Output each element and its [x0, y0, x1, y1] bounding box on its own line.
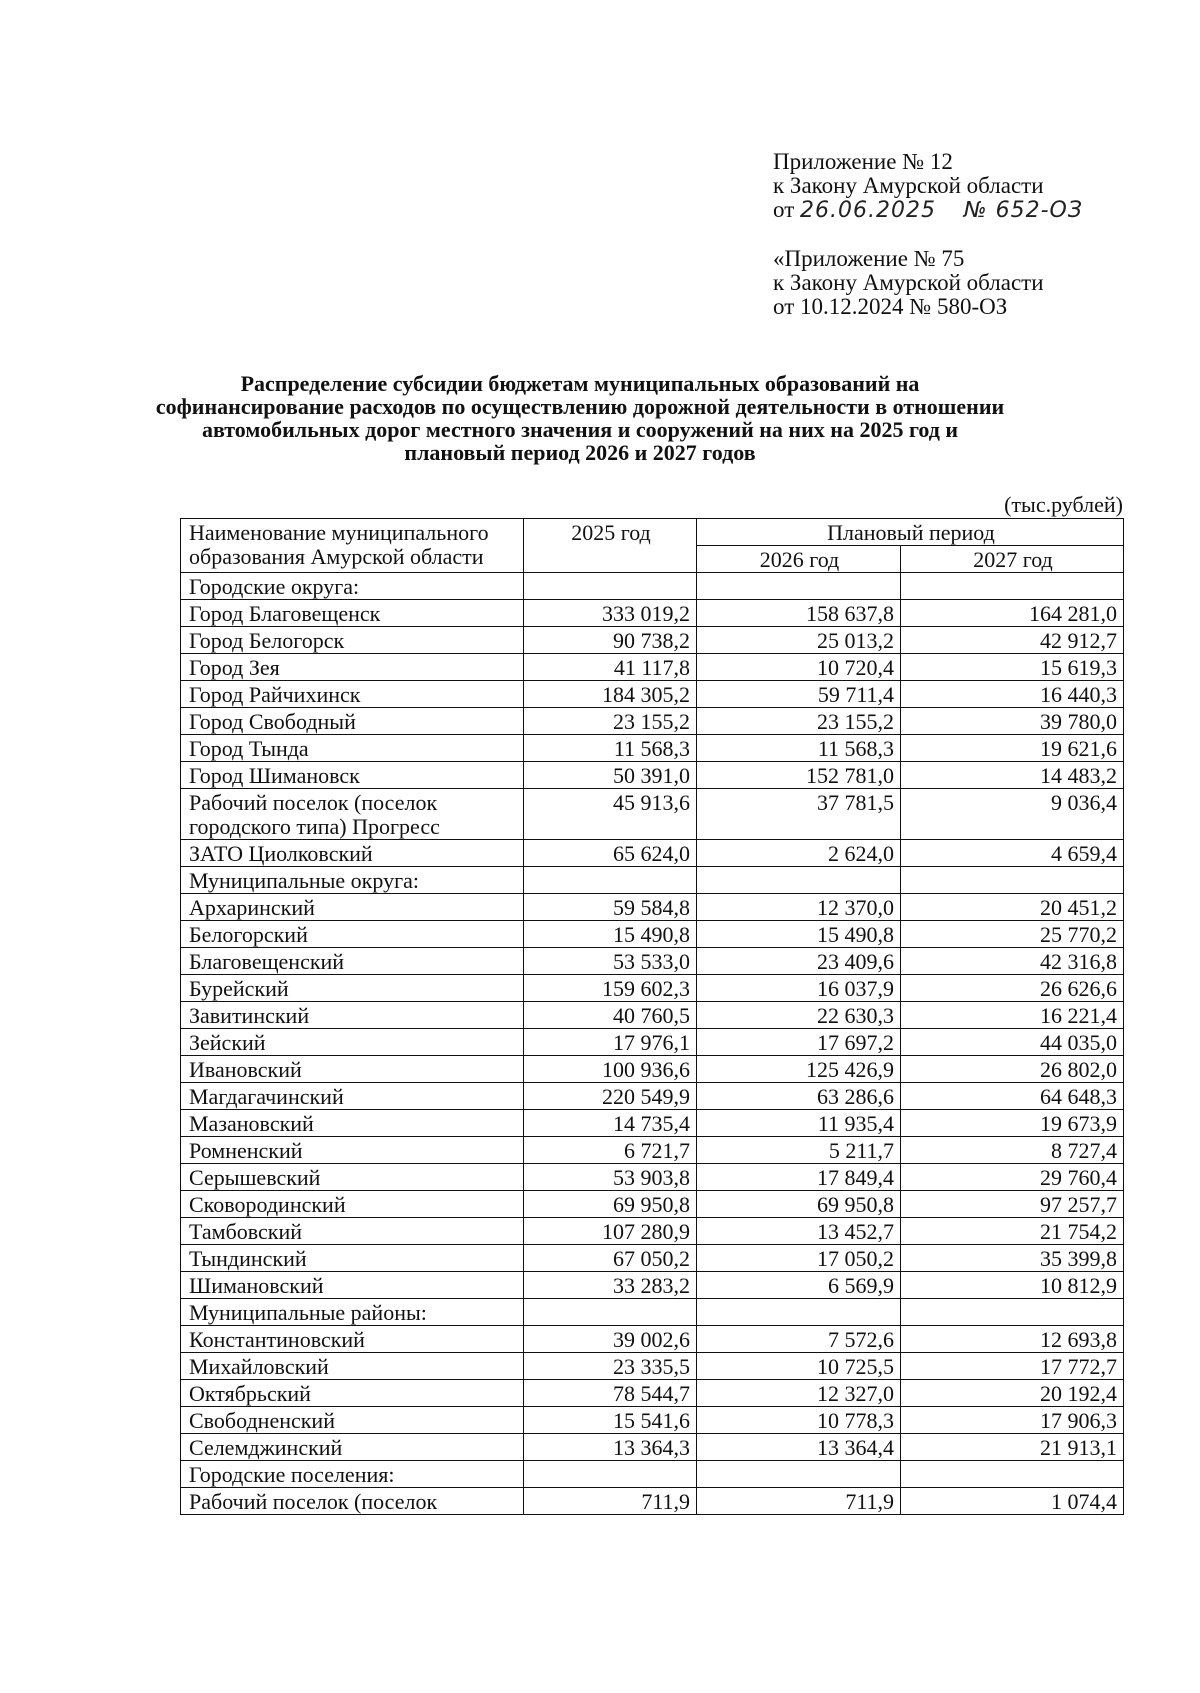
- value-2027: 4 659,4: [901, 840, 1124, 867]
- value-2026: 17 849,4: [697, 1164, 901, 1191]
- value-2025: 23 335,5: [524, 1353, 697, 1380]
- value-2026: 59 711,4: [697, 681, 901, 708]
- empty-cell: [524, 867, 697, 894]
- original-appendix-reference: [773, 247, 1044, 319]
- value-2027: 12 693,8: [901, 1326, 1124, 1353]
- value-2026: 10 725,5: [697, 1353, 901, 1380]
- value-2027: 42 316,8: [901, 948, 1124, 975]
- municipality-name: Октябрьский: [181, 1380, 524, 1407]
- value-2026: 10 720,4: [697, 654, 901, 681]
- section-title: Муниципальные районы:: [181, 1299, 524, 1326]
- handwritten-number: № 652-ОЗ: [963, 198, 1083, 223]
- value-2025: 78 544,7: [524, 1380, 697, 1407]
- section-title: Городские округа:: [181, 573, 524, 600]
- value-2025: 14 735,4: [524, 1110, 697, 1137]
- value-2027: 20 192,4: [901, 1380, 1124, 1407]
- table-row: [181, 1218, 1124, 1245]
- value-2027: 39 780,0: [901, 708, 1124, 735]
- value-2025: 53 903,8: [524, 1164, 697, 1191]
- value-2027: 42 912,7: [901, 627, 1124, 654]
- value-2026: 17 050,2: [697, 1245, 901, 1272]
- table-row: [181, 1056, 1124, 1083]
- value-2027: 19 621,6: [901, 735, 1124, 762]
- value-2027: 14 483,2: [901, 762, 1124, 789]
- appendix-law: к Закону Амурской области: [773, 173, 1044, 198]
- table-row: [181, 1002, 1124, 1029]
- municipality-name: Бурейский: [181, 975, 524, 1002]
- table-row: [181, 1029, 1124, 1056]
- value-2027: 15 619,3: [901, 654, 1124, 681]
- value-2027: 29 760,4: [901, 1164, 1124, 1191]
- value-2027: 21 913,1: [901, 1434, 1124, 1461]
- value-2026: 23 155,2: [697, 708, 901, 735]
- value-2026: 13 364,4: [697, 1434, 901, 1461]
- original-appendix-number: «Приложение № 75: [773, 246, 965, 271]
- municipality-name: Тамбовский: [181, 1218, 524, 1245]
- value-2025: 15 541,6: [524, 1407, 697, 1434]
- municipality-name: Селемджинский: [181, 1434, 524, 1461]
- value-2025: 69 950,8: [524, 1191, 697, 1218]
- value-2026: 12 327,0: [697, 1380, 901, 1407]
- municipality-name: Архаринский: [181, 894, 524, 921]
- value-2027: 164 281,0: [901, 600, 1124, 627]
- empty-cell: [524, 1299, 697, 1326]
- value-2026: 7 572,6: [697, 1326, 901, 1353]
- municipality-name: Серышевский: [181, 1164, 524, 1191]
- table-row: [181, 921, 1124, 948]
- value-2026: 125 426,9: [697, 1056, 901, 1083]
- section-row: [181, 1299, 1124, 1326]
- appendix-number: Приложение № 12: [773, 149, 953, 174]
- table-row: [181, 1191, 1124, 1218]
- municipality-name: Зейский: [181, 1029, 524, 1056]
- empty-cell: [697, 1461, 901, 1488]
- value-2027: 9 036,4: [901, 789, 1124, 840]
- table-row: [181, 681, 1124, 708]
- header-2027: 2027 год: [901, 546, 1124, 573]
- value-2026: 711,9: [697, 1488, 901, 1515]
- empty-cell: [901, 573, 1124, 600]
- value-2027: 26 802,0: [901, 1056, 1124, 1083]
- table-body: [181, 573, 1124, 1515]
- municipality-name: Ивановский: [181, 1056, 524, 1083]
- section-title: Муниципальные округа:: [181, 867, 524, 894]
- value-2027: 1 074,4: [901, 1488, 1124, 1515]
- value-2025: 90 738,2: [524, 627, 697, 654]
- table-row: [181, 1407, 1124, 1434]
- value-2026: 15 490,8: [697, 921, 901, 948]
- value-2025: 6 721,7: [524, 1137, 697, 1164]
- municipality-name: Рабочий поселок (поселок городского типа) Прогресс: [181, 789, 524, 840]
- value-2025: 17 976,1: [524, 1029, 697, 1056]
- empty-cell: [901, 1461, 1124, 1488]
- empty-cell: [901, 1299, 1124, 1326]
- appendix-date-line: [773, 198, 1083, 223]
- value-2025: 11 568,3: [524, 735, 697, 762]
- municipality-name: Город Зея: [181, 654, 524, 681]
- empty-cell: [697, 867, 901, 894]
- municipality-name: Город Шимановск: [181, 762, 524, 789]
- value-2025: 711,9: [524, 1488, 697, 1515]
- municipality-name: ЗАТО Циолковский: [181, 840, 524, 867]
- header-planned-period: Плановый период: [697, 519, 1124, 546]
- table-row: [181, 627, 1124, 654]
- table-row: [181, 708, 1124, 735]
- value-2027: 35 399,8: [901, 1245, 1124, 1272]
- municipality-name: Благовещенский: [181, 948, 524, 975]
- value-2027: 97 257,7: [901, 1191, 1124, 1218]
- value-2026: 22 630,3: [697, 1002, 901, 1029]
- value-2026: 5 211,7: [697, 1137, 901, 1164]
- value-2025: 33 283,2: [524, 1272, 697, 1299]
- value-2027: 64 648,3: [901, 1083, 1124, 1110]
- empty-cell: [524, 573, 697, 600]
- value-2027: 17 772,7: [901, 1353, 1124, 1380]
- value-2025: 59 584,8: [524, 894, 697, 921]
- value-2026: 158 637,8: [697, 600, 901, 627]
- value-2026: 11 935,4: [697, 1110, 901, 1137]
- value-2026: 152 781,0: [697, 762, 901, 789]
- appendix-reference: [773, 150, 1083, 223]
- value-2026: 2 624,0: [697, 840, 901, 867]
- value-2025: 67 050,2: [524, 1245, 697, 1272]
- value-2027: 21 754,2: [901, 1218, 1124, 1245]
- table-row: [181, 1434, 1124, 1461]
- value-2027: 16 221,4: [901, 1002, 1124, 1029]
- value-2025: 53 533,0: [524, 948, 697, 975]
- value-2025: 159 602,3: [524, 975, 697, 1002]
- value-2025: 220 549,9: [524, 1083, 697, 1110]
- value-2027: 10 812,9: [901, 1272, 1124, 1299]
- table-row: [181, 894, 1124, 921]
- value-2027: 20 451,2: [901, 894, 1124, 921]
- municipality-name: Город Благовещенск: [181, 600, 524, 627]
- value-2027: 16 440,3: [901, 681, 1124, 708]
- value-2025: 41 117,8: [524, 654, 697, 681]
- value-2026: 25 013,2: [697, 627, 901, 654]
- value-2027: 17 906,3: [901, 1407, 1124, 1434]
- table-row: [181, 735, 1124, 762]
- table-row: [181, 948, 1124, 975]
- value-2025: 39 002,6: [524, 1326, 697, 1353]
- table-row: [181, 1110, 1124, 1137]
- value-2027: 25 770,2: [901, 921, 1124, 948]
- value-2027: 8 727,4: [901, 1137, 1124, 1164]
- table-row: [181, 1488, 1124, 1515]
- original-appendix-law: к Закону Амурской области: [773, 270, 1044, 295]
- empty-cell: [697, 573, 901, 600]
- value-2026: 69 950,8: [697, 1191, 901, 1218]
- value-2026: 17 697,2: [697, 1029, 901, 1056]
- value-2025: 23 155,2: [524, 708, 697, 735]
- empty-cell: [697, 1299, 901, 1326]
- value-2026: 63 286,6: [697, 1083, 901, 1110]
- handwritten-date: 26.06.2025: [800, 198, 936, 223]
- municipality-name: Мазановский: [181, 1110, 524, 1137]
- value-2025: 333 019,2: [524, 600, 697, 627]
- municipality-name: Рабочий поселок (поселок: [181, 1488, 524, 1515]
- value-2025: 65 624,0: [524, 840, 697, 867]
- municipality-name: Город Свободный: [181, 708, 524, 735]
- municipality-name: Город Тында: [181, 735, 524, 762]
- table-row: [181, 789, 1124, 840]
- section-row: [181, 1461, 1124, 1488]
- value-2025: 15 490,8: [524, 921, 697, 948]
- value-2026: 37 781,5: [697, 789, 901, 840]
- municipality-name: Город Райчихинск: [181, 681, 524, 708]
- value-2025: 100 936,6: [524, 1056, 697, 1083]
- municipality-name: Тындинский: [181, 1245, 524, 1272]
- value-2026: 12 370,0: [697, 894, 901, 921]
- municipality-name: Константиновский: [181, 1326, 524, 1353]
- municipality-name: Белогорский: [181, 921, 524, 948]
- subsidy-table: [180, 518, 1124, 1515]
- municipality-name: Шимановский: [181, 1272, 524, 1299]
- header-name: Наименование муниципального образования Амурской области: [181, 519, 524, 573]
- municipality-name: Ромненский: [181, 1137, 524, 1164]
- empty-cell: [524, 1461, 697, 1488]
- value-2027: 26 626,6: [901, 975, 1124, 1002]
- header-2025: 2025 год: [524, 519, 697, 573]
- table-row: [181, 1164, 1124, 1191]
- table-row: [181, 1083, 1124, 1110]
- value-2026: 13 452,7: [697, 1218, 901, 1245]
- value-2025: 13 364,3: [524, 1434, 697, 1461]
- value-2025: 45 913,6: [524, 789, 697, 840]
- municipality-name: Завитинский: [181, 1002, 524, 1029]
- value-2026: 10 778,3: [697, 1407, 901, 1434]
- municipality-name: Город Белогорск: [181, 627, 524, 654]
- section-row: [181, 573, 1124, 600]
- municipality-name: Сковородинский: [181, 1191, 524, 1218]
- section-title: Городские поселения:: [181, 1461, 524, 1488]
- value-2025: 40 760,5: [524, 1002, 697, 1029]
- value-2026: 23 409,6: [697, 948, 901, 975]
- table-row: [181, 762, 1124, 789]
- municipality-name: Михайловский: [181, 1353, 524, 1380]
- value-2027: 19 673,9: [901, 1110, 1124, 1137]
- value-2026: 11 568,3: [697, 735, 901, 762]
- value-2027: 44 035,0: [901, 1029, 1124, 1056]
- table-row: [181, 600, 1124, 627]
- value-2025: 184 305,2: [524, 681, 697, 708]
- value-2025: 107 280,9: [524, 1218, 697, 1245]
- units-label: (тыс.рублей): [1004, 492, 1123, 517]
- table-row: [181, 840, 1124, 867]
- municipality-name: Магдагачинский: [181, 1083, 524, 1110]
- table-row: [181, 1137, 1124, 1164]
- table-row: [181, 1353, 1124, 1380]
- municipality-name: Свободненский: [181, 1407, 524, 1434]
- table-row: [181, 654, 1124, 681]
- section-row: [181, 867, 1124, 894]
- table-row: [181, 1380, 1124, 1407]
- original-appendix-date: от 10.12.2024 № 580-ОЗ: [773, 294, 1008, 319]
- value-2025: 50 391,0: [524, 762, 697, 789]
- table-row: [181, 1272, 1124, 1299]
- document-title: Распределение субсидии бюджетам муниципальных образований на софинансирование расходов по осуществлению дорожной деятельности в отношении автомобильных дорог местного значения и сооружений на них на 2025 год и плановый период 2026 и 2027 годов: [155, 371, 1005, 465]
- table-row: [181, 1326, 1124, 1353]
- value-2026: 16 037,9: [697, 975, 901, 1002]
- table-row: [181, 975, 1124, 1002]
- empty-cell: [901, 867, 1124, 894]
- value-2026: 6 569,9: [697, 1272, 901, 1299]
- date-prefix: от: [773, 197, 795, 222]
- header-2026: 2026 год: [697, 546, 901, 573]
- table-row: [181, 1245, 1124, 1272]
